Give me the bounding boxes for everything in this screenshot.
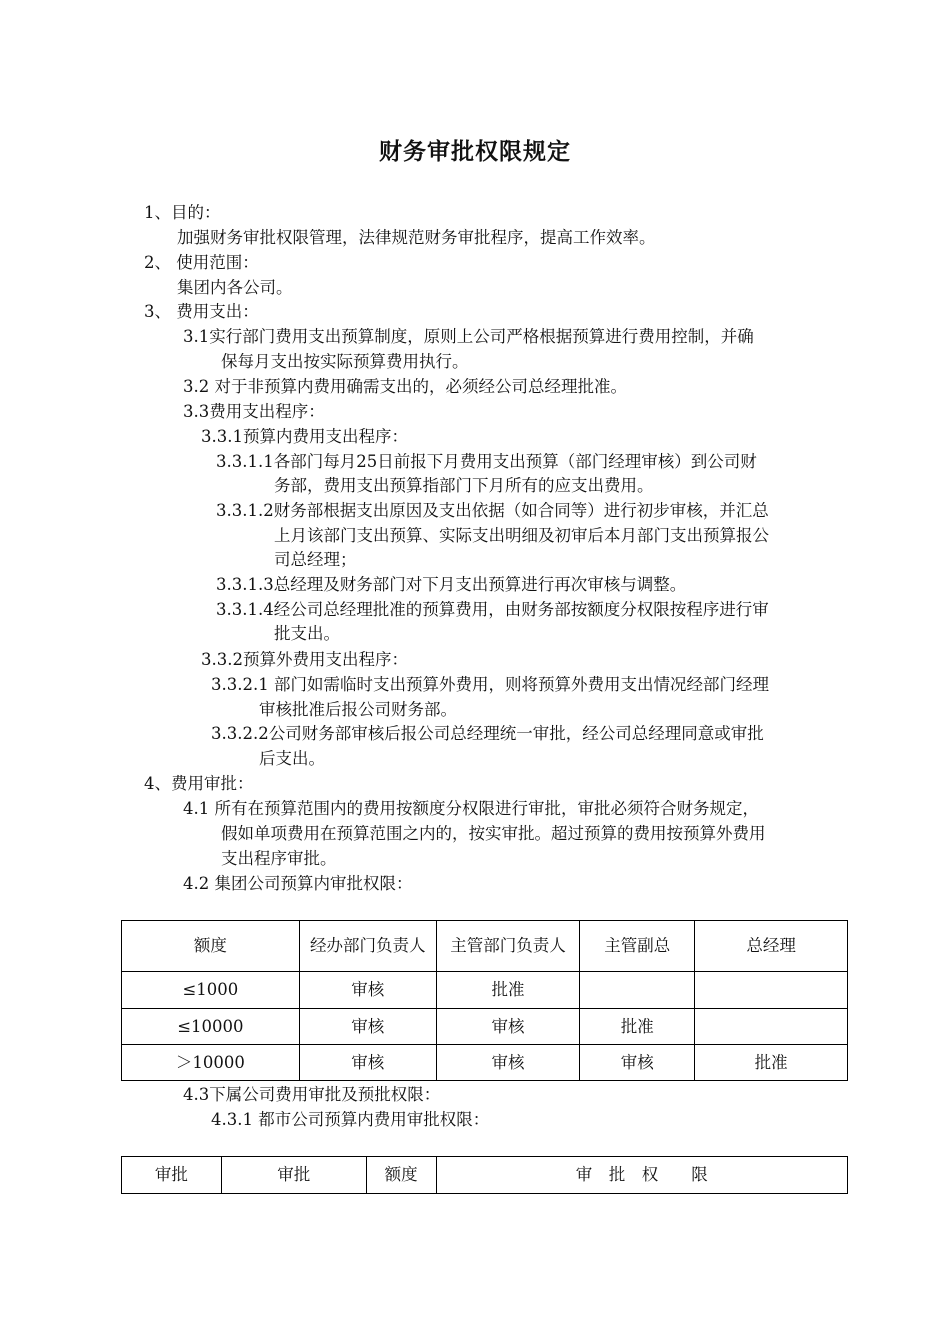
cell: 审核: [436, 1009, 580, 1045]
clause-3-3: 3.3费用支出程序：: [183, 402, 325, 421]
clause-3-3-1: 3.3.1预算内费用支出程序：: [201, 427, 408, 446]
section-1-heading: 1、目的：: [144, 203, 221, 222]
clause-3-3-2-2-line1: 3.3.2.2公司财务部审核后报公司总经理统一审批，经公司总经理同意或审批: [211, 724, 764, 743]
cell-amount: ＞10000: [122, 1045, 300, 1081]
header-amount: 额度: [122, 921, 300, 972]
clause-3-3-2-1-line2: 审核批准后报公司财务部。: [259, 700, 457, 719]
cell: 审核: [299, 1045, 436, 1081]
header-approval-2: 审批: [221, 1157, 366, 1194]
clause-3-3-1-3: 3.3.1.3总经理及财务部门对下月支出预算进行再次审核与调整。: [216, 575, 687, 594]
clause-4-2: 4.2 集团公司预算内审批权限：: [183, 874, 413, 893]
header-supervising-dept-head: 主管部门负责人: [436, 921, 580, 972]
header-approval-authority: 审 批 权 限: [436, 1157, 847, 1194]
cell-amount: ≤10000: [122, 1009, 300, 1045]
header-handling-dept-head: 经办部门负责人: [299, 921, 436, 972]
clause-3-3-2-1-line1: 3.3.2.1 部门如需临时支出预算外费用，则将预算外费用支出情况经部门经理: [211, 675, 769, 694]
section-3-heading: 3、 费用支出：: [144, 302, 259, 321]
table-row: [122, 1045, 848, 1081]
table-row: [122, 1009, 848, 1045]
clause-3-3-1-2-line2: 上月该部门支出预算、实际支出明细及初审后本月部门支出预算报公: [274, 526, 769, 545]
cell: 审核: [580, 1045, 695, 1081]
header-amount: 额度: [366, 1157, 436, 1194]
cell: 批准: [580, 1009, 695, 1045]
clause-3-1-line2: 保每月支出按实际预算费用执行。: [221, 352, 469, 371]
header-approval-1: 审批: [122, 1157, 222, 1194]
clause-4-1-line1: 4.1 所有在预算范围内的费用按额度分权限进行审批，审批必须符合财务规定，: [183, 799, 759, 818]
clause-4-3-1: 4.3.1 都市公司预算内费用审批权限：: [211, 1110, 490, 1129]
section-2-text: 集团内各公司。: [177, 278, 293, 297]
cell-amount: ≤1000: [122, 972, 300, 1009]
city-company-approval-table: [121, 1156, 848, 1194]
cell: 批准: [695, 1045, 848, 1081]
cell: [695, 972, 848, 1009]
clause-4-3: 4.3下属公司费用审批及预批权限：: [183, 1085, 441, 1104]
table-header-row: [122, 921, 848, 972]
table-header-row: [122, 1157, 848, 1194]
cell: [580, 972, 695, 1009]
document-title: 财务审批权限规定: [379, 139, 571, 165]
cell: 审核: [299, 972, 436, 1009]
cell: [695, 1009, 848, 1045]
cell: 批准: [436, 972, 580, 1009]
clause-3-3-1-2-line1: 3.3.1.2财务部根据支出原因及支出依据（如合同等）进行初步审核，并汇总: [216, 501, 769, 520]
section-4-heading: 4、费用审批：: [144, 774, 254, 793]
table-row: [122, 972, 848, 1009]
clause-3-3-1-1-line1: 3.3.1.1各部门每月25日前报下月费用支出预算（部门经理审核）到公司财: [216, 452, 757, 471]
clause-3-3-1-1-line2: 务部，费用支出预算指部门下月所有的应支出费用。: [274, 476, 654, 495]
section-2-heading: 2、 使用范围：: [144, 253, 259, 272]
header-general-manager: 总经理: [695, 921, 848, 972]
group-approval-table: [121, 920, 848, 1081]
cell: 审核: [299, 1009, 436, 1045]
clause-3-3-2: 3.3.2预算外费用支出程序：: [201, 650, 408, 669]
clause-4-1-line3: 支出程序审批。: [221, 849, 337, 868]
section-1-text: 加强财务审批权限管理，法律规范财务审批程序，提高工作效率。: [177, 228, 656, 247]
clause-3-3-2-2-line2: 后支出。: [259, 749, 325, 768]
clause-3-1-line1: 3.1实行部门费用支出预算制度，原则上公司严格根据预算进行费用控制，并确: [183, 327, 754, 346]
clause-3-3-1-2-line3: 司总经理；: [274, 550, 357, 569]
clause-4-1-line2: 假如单项费用在预算范围之内的，按实审批。超过预算的费用按预算外费用: [221, 824, 766, 843]
clause-3-3-1-4-line1: 3.3.1.4经公司总经理批准的预算费用，由财务部按额度分权限按程序进行审: [216, 600, 769, 619]
clause-3-3-1-4-line2: 批支出。: [274, 624, 340, 643]
cell: 审核: [436, 1045, 580, 1081]
clause-3-2: 3.2 对于非预算内费用确需支出的，必须经公司总经理批准。: [183, 377, 627, 396]
header-vice-president: 主管副总: [580, 921, 695, 972]
